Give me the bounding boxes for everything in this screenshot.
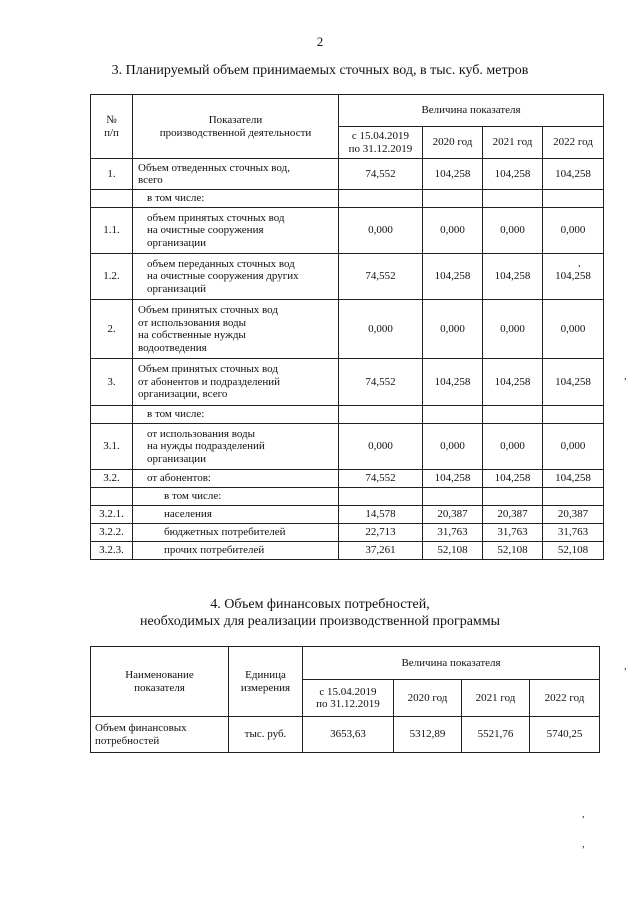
value-cell [339, 190, 423, 208]
section3-title: 3. Планируемый объем принимаемых сточных вод, в тыс. куб. метров [111, 63, 529, 78]
row-label: в том числе: [133, 406, 339, 424]
value-cell [483, 190, 543, 208]
value-cell: 3653,63 [303, 717, 394, 753]
row-number: 1. [91, 159, 133, 190]
value-cell: 5521,76 [462, 717, 530, 753]
value-cell: 104,258 [543, 470, 604, 488]
row-label: от использования воды на нужды подразделений организации [133, 424, 339, 470]
table-row [91, 190, 604, 208]
value-cell: 20,387 [483, 506, 543, 524]
header-value-group: Величина показателя [303, 647, 600, 680]
table-row [91, 542, 604, 560]
table-row [91, 300, 604, 359]
row-label: Объем финансовых потребностей [91, 717, 229, 753]
header-period: 2020 год [423, 127, 483, 159]
row-label: Объем отведенных сточных вод, всего [133, 159, 339, 190]
value-cell: 14,578 [339, 506, 423, 524]
table-row [91, 470, 604, 488]
value-cell: 0,000 [543, 300, 604, 359]
value-cell: 20,387 [423, 506, 483, 524]
value-cell: 104,258 [483, 359, 543, 406]
value-cell: 20,387 [543, 506, 604, 524]
value-cell: 104,258 [543, 254, 604, 300]
header-period: 2022 год [543, 127, 604, 159]
value-cell: 74,552 [339, 470, 423, 488]
header-period: с 15.04.2019 по 31.12.2019 [339, 127, 423, 159]
row-number: 2. [91, 300, 133, 359]
value-cell [543, 190, 604, 208]
value-cell: 52,108 [423, 542, 483, 560]
value-cell: 74,552 [339, 359, 423, 406]
section4-title-line1: 4. Объем финансовых потребностей, [210, 597, 430, 612]
value-cell [423, 406, 483, 424]
row-number [91, 190, 133, 208]
table-row [91, 359, 604, 406]
page-number: 2 [316, 34, 324, 49]
section4-title [0, 596, 640, 630]
row-number [91, 488, 133, 506]
value-cell [339, 488, 423, 506]
value-cell: 31,763 [543, 524, 604, 542]
row-number: 1.1. [91, 208, 133, 254]
header-value-group: Величина показателя [339, 95, 604, 127]
header-period: 2022 год [530, 680, 600, 717]
value-cell [483, 488, 543, 506]
header-period: с 15.04.2019 по 31.12.2019 [303, 680, 394, 717]
table-row [91, 524, 604, 542]
header-num: № п/п [91, 95, 133, 159]
value-cell: 0,000 [339, 424, 423, 470]
value-cell: 104,258 [483, 254, 543, 300]
table-row [91, 717, 600, 753]
row-label: Объем принятых сточных вод от использования воды на собственные нужды водоотведения [133, 300, 339, 359]
row-number: 1.2. [91, 254, 133, 300]
scan-mark: , [624, 660, 627, 672]
value-cell: 104,258 [483, 470, 543, 488]
value-cell: 0,000 [543, 424, 604, 470]
table-row [91, 488, 604, 506]
header-indicator: Показатели производственной деятельности [133, 95, 339, 159]
row-number: 3. [91, 359, 133, 406]
value-cell: 0,000 [483, 208, 543, 254]
section4-title-line2: необходимых для реализации производственной программы [139, 614, 501, 629]
table-row [91, 208, 604, 254]
value-cell [423, 190, 483, 208]
value-cell: 0,000 [543, 208, 604, 254]
value-cell [483, 406, 543, 424]
value-cell: 104,258 [423, 359, 483, 406]
value-cell: 22,713 [339, 524, 423, 542]
scan-mark: , [582, 808, 585, 820]
table-row [91, 159, 604, 190]
value-cell: 0,000 [339, 208, 423, 254]
value-cell: 0,000 [423, 208, 483, 254]
header-period: 2021 год [462, 680, 530, 717]
table-row [91, 406, 604, 424]
value-cell: 104,258 [423, 254, 483, 300]
value-cell: 0,000 [423, 424, 483, 470]
header-period: 2021 год [483, 127, 543, 159]
row-label: объем принятых сточных вод на очистные сооружения организации [133, 208, 339, 254]
row-label: прочих потребителей [133, 542, 339, 560]
row-label: в том числе: [133, 488, 339, 506]
financial-needs-table [90, 646, 600, 753]
value-cell: 5312,89 [394, 717, 462, 753]
row-label: объем переданных сточных вод на очистные сооружения других организаций [133, 254, 339, 300]
value-cell: 104,258 [423, 159, 483, 190]
value-cell: 74,552 [339, 254, 423, 300]
value-cell: 0,000 [483, 424, 543, 470]
row-label: бюджетных потребителей [133, 524, 339, 542]
table-row [91, 506, 604, 524]
row-label: в том числе: [133, 190, 339, 208]
value-cell: 104,258 [483, 159, 543, 190]
value-cell: 37,261 [339, 542, 423, 560]
value-cell: 0,000 [483, 300, 543, 359]
row-unit: тыс. руб. [229, 717, 303, 753]
value-cell: 104,258 [543, 159, 604, 190]
header-unit: Единица измерения [229, 647, 303, 717]
row-label: от абонентов: [133, 470, 339, 488]
value-cell [543, 406, 604, 424]
value-cell: 52,108 [483, 542, 543, 560]
row-number: 3.2.1. [91, 506, 133, 524]
header-period: 2020 год [394, 680, 462, 717]
value-cell: 104,258 [423, 470, 483, 488]
table-row [91, 254, 604, 300]
row-number: 3.1. [91, 424, 133, 470]
row-number [91, 406, 133, 424]
value-cell: 31,763 [423, 524, 483, 542]
table-row [91, 424, 604, 470]
value-cell: 0,000 [423, 300, 483, 359]
scan-mark: , [624, 370, 627, 382]
value-cell: 104,258 [543, 359, 604, 406]
row-label: населения [133, 506, 339, 524]
value-cell: 5740,25 [530, 717, 600, 753]
wastewater-volume-table [90, 94, 604, 560]
value-cell: 52,108 [543, 542, 604, 560]
row-number: 3.2.3. [91, 542, 133, 560]
row-number: 3.2. [91, 470, 133, 488]
scan-mark: , [582, 838, 585, 850]
row-number: 3.2.2. [91, 524, 133, 542]
value-cell: 31,763 [483, 524, 543, 542]
value-cell [423, 488, 483, 506]
value-cell: 0,000 [339, 300, 423, 359]
value-cell [339, 406, 423, 424]
value-cell: 74,552 [339, 159, 423, 190]
row-label: Объем принятых сточных вод от абонентов и подразделений организации, всего [133, 359, 339, 406]
scan-mark: , [578, 257, 581, 269]
header-name: Наименование показателя [91, 647, 229, 717]
value-cell [543, 488, 604, 506]
